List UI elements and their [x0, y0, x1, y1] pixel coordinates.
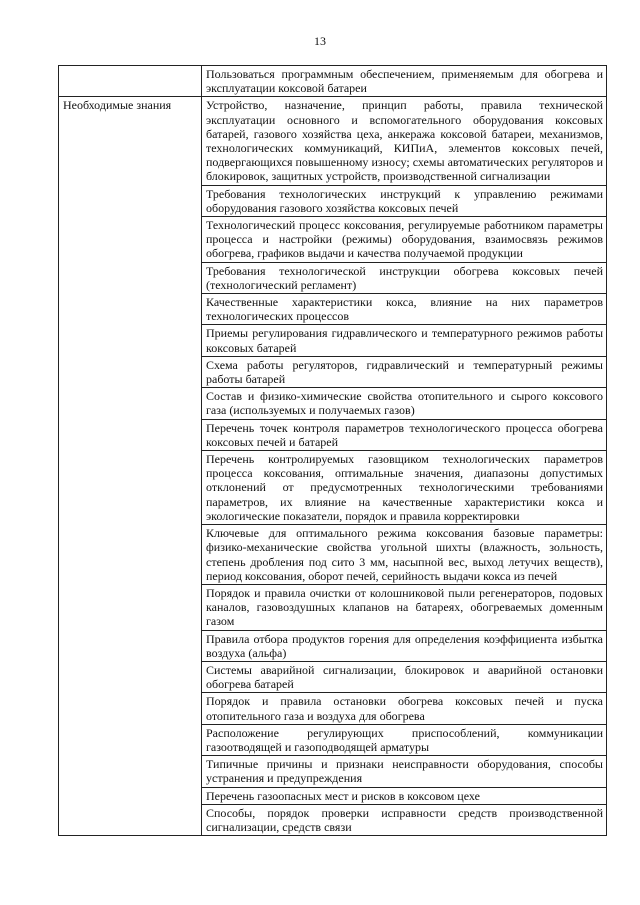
page-number: 13 — [314, 34, 326, 48]
skill-text: Пользоваться программным обеспечением, применяемым для обогрева и эксплуатации коксовой батареи — [202, 66, 607, 97]
table-row — [59, 66, 607, 97]
knowledge-item: Перечень газоопасных мест и рисков в коксовом цехе — [202, 787, 607, 804]
knowledge-item: Порядок и правила остановки обогрева коксовых печей и пуска отопительного газа и воздуха для обогрева — [202, 693, 607, 724]
knowledge-item: Состав и физико-химические свойства отопительного и сырого коксового газа (используемых и получаемых газов) — [202, 388, 607, 419]
section-label: Необходимые знания — [59, 97, 202, 836]
knowledge-item: Системы аварийной сигнализации, блокировок и аварийной остановки обогрева батарей — [202, 661, 607, 692]
knowledge-item: Способы, порядок проверки исправности средств производственной сигнализации, средств связи — [202, 804, 607, 835]
knowledge-item: Устройство, назначение, принцип работы, правила технической эксплуатации основного и вспомогательного оборудования коксовых батарей, газового хозяйства цеха, анкеража коксовой батареи, механизмов, технологических коммуникаций, КИПиА, элементов коксовых печей, подвергающихся повышенному износу; схемы автоматических регуляторов и блокировок, защитных устройств, производственной сигнализации — [202, 97, 607, 185]
knowledge-item: Требования технологических инструкций к управлению режимами оборудования газового хозяйства коксовых печей — [202, 185, 607, 216]
knowledge-item: Расположение регулирующих приспособлений, коммуникации газоотводящей и газоподводящей арматуры — [202, 724, 607, 755]
requirements-table — [58, 65, 607, 836]
row-label-cell — [59, 66, 202, 97]
knowledge-item: Качественные характеристики кокса, влияние на них параметров технологических процессов — [202, 294, 607, 325]
knowledge-item: Типичные причины и признаки неисправности оборудования, способы устранения и предупреждения — [202, 756, 607, 787]
knowledge-item: Правила отбора продуктов горения для определения коэффициента избытка воздуха (альфа) — [202, 630, 607, 661]
table-row — [59, 97, 607, 185]
knowledge-item: Требования технологической инструкции обогрева коксовых печей (технологический регламент) — [202, 262, 607, 293]
knowledge-item: Схема работы регуляторов, гидравлический и температурный режимы работы батарей — [202, 356, 607, 387]
knowledge-item: Перечень точек контроля параметров технологического процесса обогрева коксовых печей и батарей — [202, 419, 607, 450]
knowledge-item: Ключевые для оптимального режима коксования базовые параметры: физико-механические свойства угольной шихты (влажность, зольность, степень дробления под сито 3 мм, насыпной вес, выход летучих веществ), период коксования, оборот печей, серийность выдачи кокса из печей — [202, 525, 607, 585]
knowledge-item: Порядок и правила очистки от колошниковой пыли регенераторов, подовых каналов, газовоздушных клапанов на батареях, обогреваемых доменным газом — [202, 584, 607, 630]
knowledge-item: Перечень контролируемых газовщиком технологических параметров процесса коксования, оптимальные значения, диапазоны допустимых отклонений от предусмотренных технологическими требованиями параметров, их влияние на качественные характеристики кокса и экологические показатели, порядок и правила корректировки — [202, 451, 607, 525]
knowledge-item: Технологический процесс коксования, регулируемые работником параметры процесса и настройки (режимы) оборудования, взаимосвязь режимов обогрева, графиков выдачи и качества получаемой продукции — [202, 217, 607, 263]
knowledge-item: Приемы регулирования гидравлического и температурного режимов работы коксовых батарей — [202, 325, 607, 356]
